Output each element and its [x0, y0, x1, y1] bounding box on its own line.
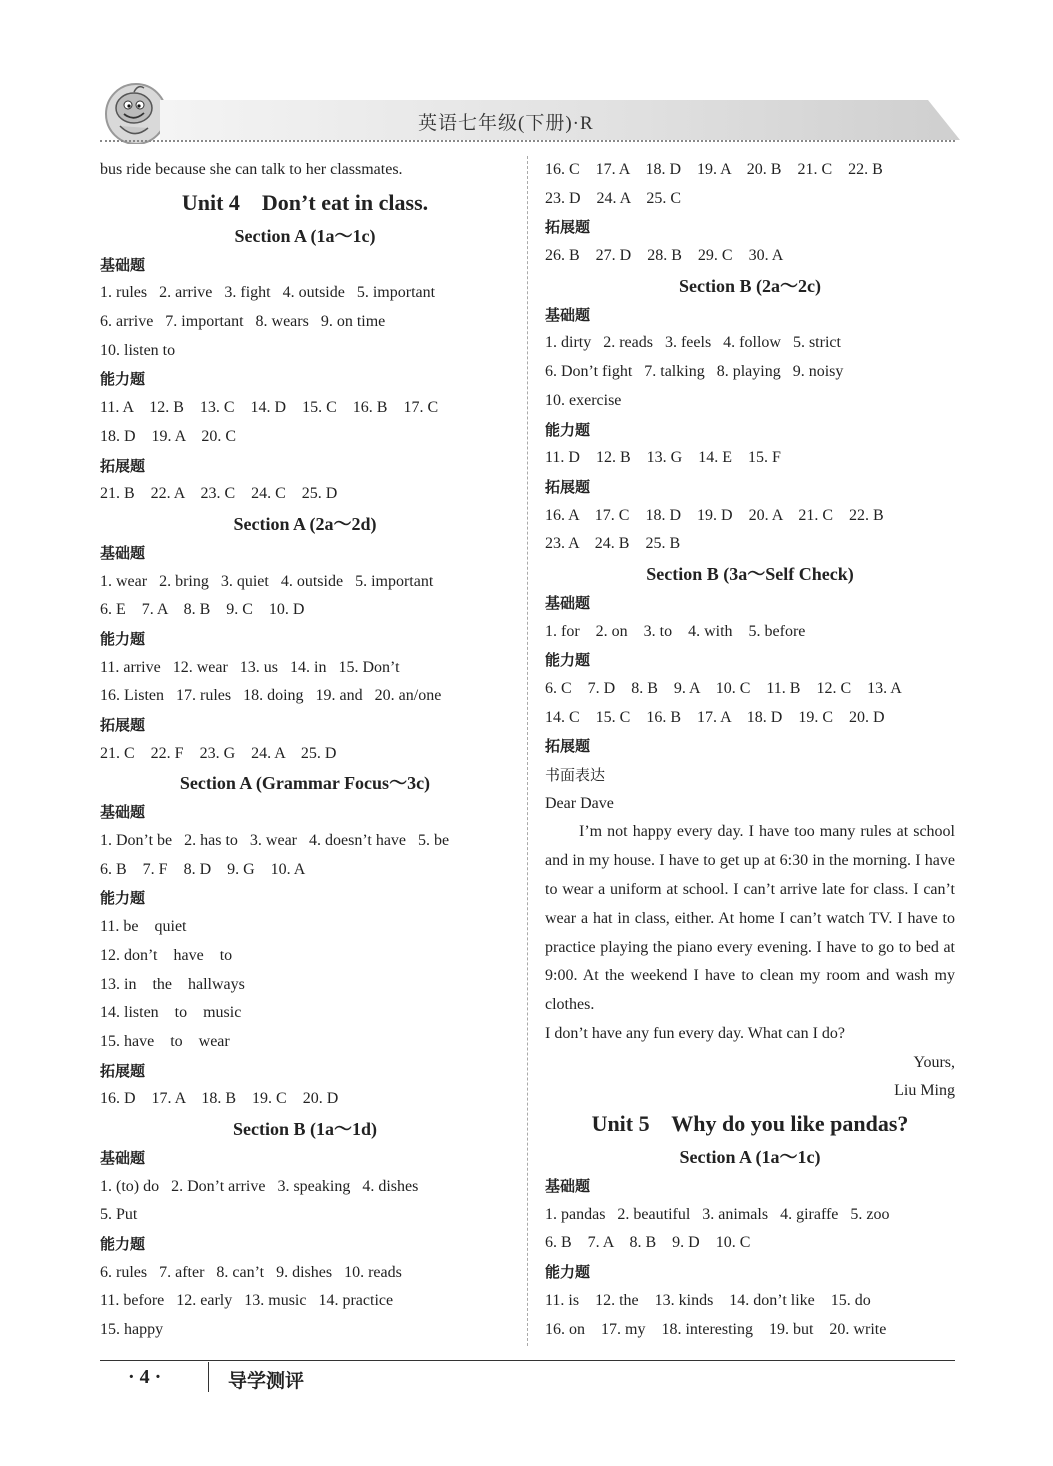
answer-line: 1. dirty 2. reads 3. feels 4. follow 5. strict [545, 334, 841, 352]
answer-line: 16. Listen 17. rules 18. doing 19. and 20. an/one [100, 687, 442, 705]
footer-separator [208, 1362, 209, 1392]
section-heading: Section B (3a～Self Check) [646, 563, 854, 584]
answer-line: 11. A 12. B 13. C 14. D 15. C 16. B 17. C [100, 399, 439, 417]
answer-line: 15. happy [100, 1321, 164, 1339]
unit-heading: Unit 4 Don’t eat in class. [181, 189, 429, 215]
category-heading: 能力题 [100, 1235, 146, 1253]
answer-line: 10. exercise [545, 391, 622, 409]
category-heading: 能力题 [545, 420, 591, 439]
category-heading: 能力题 [100, 889, 146, 908]
category-heading: 基础题 [545, 1177, 591, 1196]
answer-line: 13. in the hallways [100, 975, 245, 993]
answer-line: 16. on 17. my 18. interesting 19. but 20. write [545, 1320, 887, 1338]
category-heading: 能力题 [545, 651, 591, 670]
section-heading: Section B (2a～2c) [679, 275, 821, 296]
section-heading: Section B (1a～1d) [233, 1118, 377, 1139]
answer-line: I don’t have any fun every day. What can I do? [545, 1025, 846, 1043]
signature-line: Yours, [913, 1053, 955, 1071]
answer-line: 21. C 22. F 23. G 24. A 25. D [100, 744, 337, 762]
answer-line: 1. rules 2. arrive 3. fight 4. outside 5. important [100, 284, 436, 302]
category-heading: 拓展题 [100, 716, 146, 734]
category-heading: 能力题 [545, 1263, 591, 1282]
answer-line: 16. C 17. A 18. D 19. A 20. B 21. C 22. B [545, 161, 883, 178]
answer-line: 6. E 7. A 8. B 9. C 10. D [100, 601, 305, 619]
category-heading: 基础题 [545, 593, 591, 612]
page-number: · 4 · [128, 1366, 162, 1388]
category-heading: 拓展题 [545, 218, 591, 237]
unit-heading: Unit 5 Why do you like pandas? [591, 1111, 909, 1137]
answer-line: 1. pandas 2. beautiful 3. animals 4. giraffe 5. zoo [545, 1205, 890, 1223]
answer-line: 26. B 27. D 28. B 29. C 30. A [545, 247, 784, 265]
page-header [100, 78, 955, 144]
answer-line: bus ride because she can talk to her classmates. [100, 161, 403, 178]
category-heading: 基础题 [100, 803, 146, 822]
answer-line: 16. D 17. A 18. B 19. C 20. D [100, 1090, 339, 1108]
section-heading: Section A (1a～1c) [234, 225, 376, 246]
essay-paragraph: I’m not happy every day. I have too many rules at school and in my house. I have to get up at 6:30 in the morning. I have to wear a uniform at school. I can’t arrive late for class. I can’t wear a hat in class, either. At home I can’t watch TV. I have to practice playing the piano every evening. I have to go to bed at 9:00. At the weekend I have to clean my room and wash my clothes. [545, 823, 955, 1014]
answer-line: 1. wear 2. bring 3. quiet 4. outside 5. important [100, 572, 434, 590]
category-heading: 基础题 [100, 255, 146, 274]
category-heading: 基础题 [100, 1148, 146, 1167]
section-heading: Section A (1a～1c) [679, 1147, 821, 1168]
left-column [100, 156, 510, 1345]
answer-line: 21. B 22. A 23. C 24. C 25. D [100, 485, 338, 503]
header-divider [100, 140, 955, 142]
answer-line: 11. D 12. B 13. G 14. E 15. F [545, 449, 781, 467]
category-heading: 基础题 [100, 543, 146, 562]
category-heading: 基础题 [545, 305, 591, 324]
answer-line: 11. be quiet [100, 918, 187, 936]
answer-line: 15. have to wear [100, 1032, 230, 1050]
answer-line: 1. Don’t be 2. has to 3. wear 4. doesn’t have 5. be [100, 832, 450, 850]
section-heading: Section A (2a～2d) [233, 513, 377, 534]
footer-brand: 导学测评 [228, 1370, 305, 1392]
answer-line: 18. D 19. A 20. C [100, 427, 237, 445]
answer-line: 1. (to) do 2. Don’t arrive 3. speaking 4. dishes [100, 1177, 419, 1195]
category-heading: 拓展题 [100, 456, 146, 475]
answer-line: 14. C 15. C 16. B 17. A 18. D 19. C 20. D [545, 708, 885, 726]
category-heading: 能力题 [100, 370, 146, 389]
category-heading: 拓展题 [545, 737, 591, 756]
answer-line: 10. listen to [100, 341, 176, 359]
footer-divider [100, 1360, 955, 1361]
category-heading: 能力题 [100, 629, 146, 648]
section-heading: Section A (Grammar Focus～3c) [179, 773, 431, 794]
essay-heading: 书面表达 [545, 766, 606, 785]
answer-line: 6. arrive 7. important 8. wears 9. on time [100, 313, 386, 331]
answer-line: 6. rules 7. after 8. can’t 9. dishes 10. reads [100, 1263, 402, 1281]
answer-line: 1. for 2. on 3. to 4. with 5. before [545, 622, 806, 640]
answer-line: 12. don’t have to [100, 946, 233, 964]
answer-line: 11. is 12. the 13. kinds 14. don’t like 15. do [545, 1291, 871, 1309]
answer-line: 11. arrive 12. wear 13. us 14. in 15. Don’t [100, 658, 400, 676]
answer-line: 23. D 24. A 25. C [545, 189, 682, 207]
answer-line: 16. A 17. C 18. D 19. D 20. A 21. C 22. B [545, 506, 884, 524]
column-divider [527, 156, 528, 1346]
right-column [545, 156, 955, 1344]
answer-line: 11. before 12. early 13. music 14. practice [100, 1292, 394, 1310]
answer-line: 6. Don’t fight 7. talking 8. playing 9. noisy [545, 363, 844, 381]
signature-line: Liu Ming [894, 1082, 955, 1100]
answer-line: 6. C 7. D 8. B 9. A 10. C 11. B 12. C 13. A [545, 680, 902, 697]
category-heading: 拓展题 [100, 1061, 146, 1080]
answer-line: 14. listen to music [100, 1004, 242, 1022]
answer-line: 23. A 24. B 25. B [545, 535, 681, 553]
answer-line: 5. Put [100, 1206, 138, 1224]
answer-line: Dear Dave [545, 794, 614, 812]
category-heading: 拓展题 [545, 477, 591, 496]
answer-line: 6. B 7. F 8. D 9. G 10. A [100, 860, 306, 878]
answer-line: 6. B 7. A 8. B 9. D 10. C [545, 1234, 751, 1252]
header-title: 英语七年级(下册)·R [418, 113, 594, 134]
